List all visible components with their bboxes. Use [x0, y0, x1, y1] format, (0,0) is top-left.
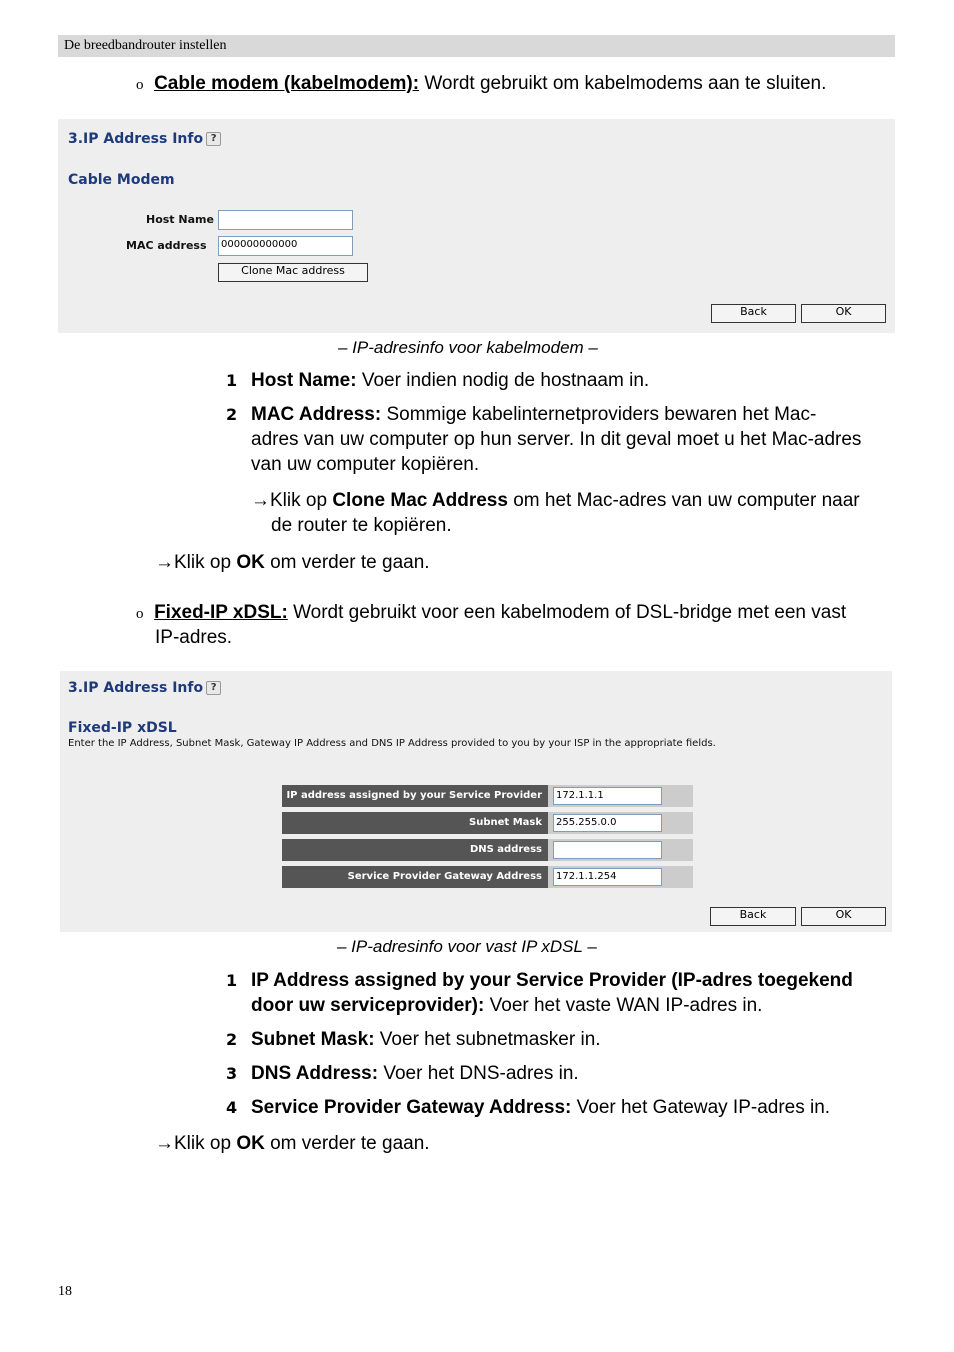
ok-button[interactable]: OK [801, 304, 886, 323]
clone-note-line2: de router te kopiëren. [271, 515, 452, 536]
arrow-icon: → [251, 490, 270, 511]
list-item: 1 [226, 971, 238, 990]
ip-address-input[interactable]: 172.1.1.1 [553, 787, 662, 805]
page-number: 18 [58, 1284, 72, 1299]
bullet: o [136, 606, 144, 622]
text: Wordt gebruikt voor een kabelmodem of DSL-bridge met een vast [287, 602, 847, 623]
list-item: 3 [226, 1064, 238, 1083]
list-item-text: van uw computer kopiëren. [251, 454, 480, 475]
panel-description: Enter the IP Address, Subnet Mask, Gateway IP Address and DNS IP Address provided to you by your ISP in the appropriate fields. [68, 738, 716, 749]
list-item-text: Host Name: Voer indien nodig de hostnaam in. [251, 370, 650, 391]
list-item-text: Subnet Mask: Voer het subnetmasker in. [251, 1029, 601, 1050]
running-header: De breedbandrouter instellen [64, 38, 227, 53]
mac-address-label: MAC address [126, 239, 207, 252]
help-icon[interactable]: ? [206, 681, 221, 695]
list-item: 2 [226, 405, 238, 424]
section-fixed-ip-line2: IP-adres. [155, 627, 233, 648]
list-item-text: adres van uw computer op hun server. In dit geval moet u het Mac-adres [251, 429, 862, 450]
cable-modem-panel [58, 119, 895, 333]
back-button[interactable]: Back [710, 907, 796, 926]
section-cable-modem [136, 71, 826, 98]
gateway-address-label: Service Provider Gateway Address [282, 866, 548, 888]
list-item-text: DNS Address: Voer het DNS-adres in. [251, 1063, 579, 1084]
subnet-mask-input[interactable]: 255.255.0.0 [553, 814, 662, 832]
section-fixed-ip [136, 600, 846, 627]
host-name-label: Host Name [146, 213, 214, 226]
list-item-text: door uw serviceprovider): Voer het vaste WAN IP-adres in. [251, 995, 763, 1016]
help-icon[interactable]: ? [206, 132, 221, 146]
subnet-mask-label: Subnet Mask [282, 812, 548, 834]
list-item: 2 [226, 1030, 238, 1049]
dns-address-label: DNS address [282, 839, 548, 861]
list-item-text: MAC Address: Sommige kabelinternetproviders bewaren het Mac- [251, 404, 817, 425]
ip-address-label: IP address assigned by your Service Provider [282, 785, 548, 807]
arrow-icon: → [155, 552, 174, 573]
term: Cable modem (kabelmodem): [154, 73, 420, 94]
back-button[interactable]: Back [711, 304, 796, 323]
mac-address-input[interactable]: 000000000000 [218, 236, 353, 256]
list-item: 1 [226, 371, 238, 390]
clone-mac-address-button[interactable]: Clone Mac address [218, 263, 368, 282]
host-name-input[interactable] [218, 210, 353, 230]
term: Fixed-IP xDSL: [154, 602, 288, 623]
text: Wordt gebruikt om kabelmodems aan te sluiten. [419, 73, 827, 94]
bullet: o [136, 77, 144, 93]
fixed-ip-panel [60, 671, 892, 932]
panel-title: 3.IP Address Info ? [68, 131, 221, 147]
panel-title: 3.IP Address Info ? [68, 680, 221, 696]
dns-address-input[interactable] [553, 841, 662, 859]
continue-note: →Klik op OK om verder te gaan. [155, 552, 430, 573]
continue-note: →Klik op OK om verder te gaan. [155, 1133, 430, 1154]
figure-caption: – IP-adresinfo voor vast IP xDSL – [337, 937, 597, 956]
clone-note: →Klik op Clone Mac Address om het Mac-adres van uw computer naar [251, 490, 860, 511]
panel-subtitle: Cable Modem [68, 172, 175, 188]
gateway-address-input[interactable]: 172.1.1.254 [553, 868, 662, 886]
list-item-text: Service Provider Gateway Address: Voer het Gateway IP-adres in. [251, 1097, 831, 1118]
list-item-text: IP Address assigned by your Service Provider (IP-adres toegekend [251, 970, 853, 991]
ok-button[interactable]: OK [801, 907, 886, 926]
panel-subtitle: Fixed-IP xDSL [68, 720, 177, 736]
figure-caption: – IP-adresinfo voor kabelmodem – [338, 338, 598, 357]
arrow-icon: → [155, 1133, 174, 1154]
list-item: 4 [226, 1098, 238, 1117]
